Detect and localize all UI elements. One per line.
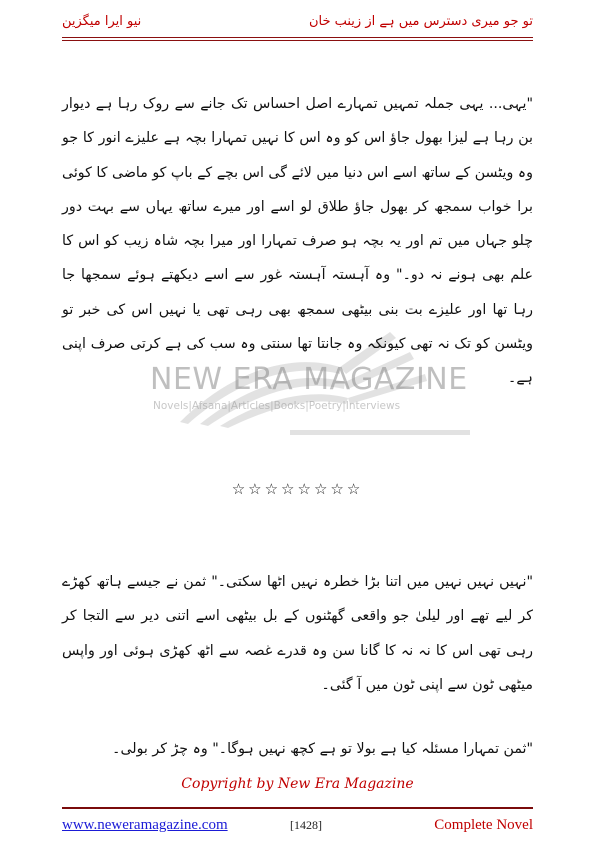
website-link[interactable]: www.neweramagazine.com (62, 817, 228, 833)
section-label: Complete Novel (434, 817, 533, 833)
story-title: تو جو میری دسترس میں ہے از زینب خان (308, 14, 533, 29)
section-separator: ☆☆☆☆☆☆☆☆ (231, 480, 364, 498)
page-number: [1428] (290, 818, 322, 832)
header-rule (62, 37, 533, 38)
paragraph-3: "ثمن تمہارا مسئلہ کیا ہے بولا تو ہے کچھ نہیں ہوگا۔" وہ چڑ کر بولی۔ (112, 741, 533, 757)
paragraph-2: "نہیں نہیں نہیں میں اتنا بڑا خطرہ نہیں اٹھا سکتی۔" ثمن نے جیسے ہاتھ کھڑے کر لیے تھے اور لیلیٰ جو واقعی گھٹنوں کے بل بیٹھی اسے اتنی دیر سے التجا کر رہی تھی اس کا نہ نہ کا گانا سن وہ قدرے غصہ سے اٹھ کھڑی ہوئی اور واپس میٹھی ٹون سے اپنی ٹون میں آ گئی۔ (62, 574, 533, 693)
copyright-notice: Copyright by New Era Magazine (181, 776, 414, 792)
watermark-title: NEW ERA MAGAZINE (150, 362, 468, 397)
header-rule-secondary (62, 40, 533, 41)
footer-rule (62, 807, 533, 809)
watermark-subtitle: Novels|Afsana|Articles|Books|Poetry|Interviews (153, 400, 401, 412)
magazine-name: نیو ایرا میگزین (62, 14, 142, 29)
paragraph-1: "یہی... یہی جملہ تمہیں تمہارے اصل احساس تک جانے سے روک رہا ہے دیوار بن رہا ہے لیزا بھول جاؤ اس کو وہ اس کا نہیں تمہارا بچہ ہے علیزے انور کا جو وہ ویٹسن کے ساتھ اسے اس دنیا میں لائے گی اس بچے کے باپ کو ماضی کا کوئی برا خواب سمجھ کر بھول جاؤ طلاق لو اسے اور میرے ساتھ یہاں سے بہت دور چلو جہاں میں تم اور یہ بچہ ہو صرف تمہارا اور میرا بچہ شاہ زیب کو اس کا علم بھی ہونے نہ دو۔" وہ آہستہ آہستہ غور سے اسے دیکھتے ہوئے سمجھا جا رہا تھا اور علیزے بت بنی بیٹھی سمجھ بھی رہی تھی یا نہیں اس کی خبر تو ویٹسن کو تک نہ تھی کیونکہ وہ جانتا تھا سنتی وہ سب کی ہے کرتی صرف اپنی ہے۔ (62, 96, 533, 387)
